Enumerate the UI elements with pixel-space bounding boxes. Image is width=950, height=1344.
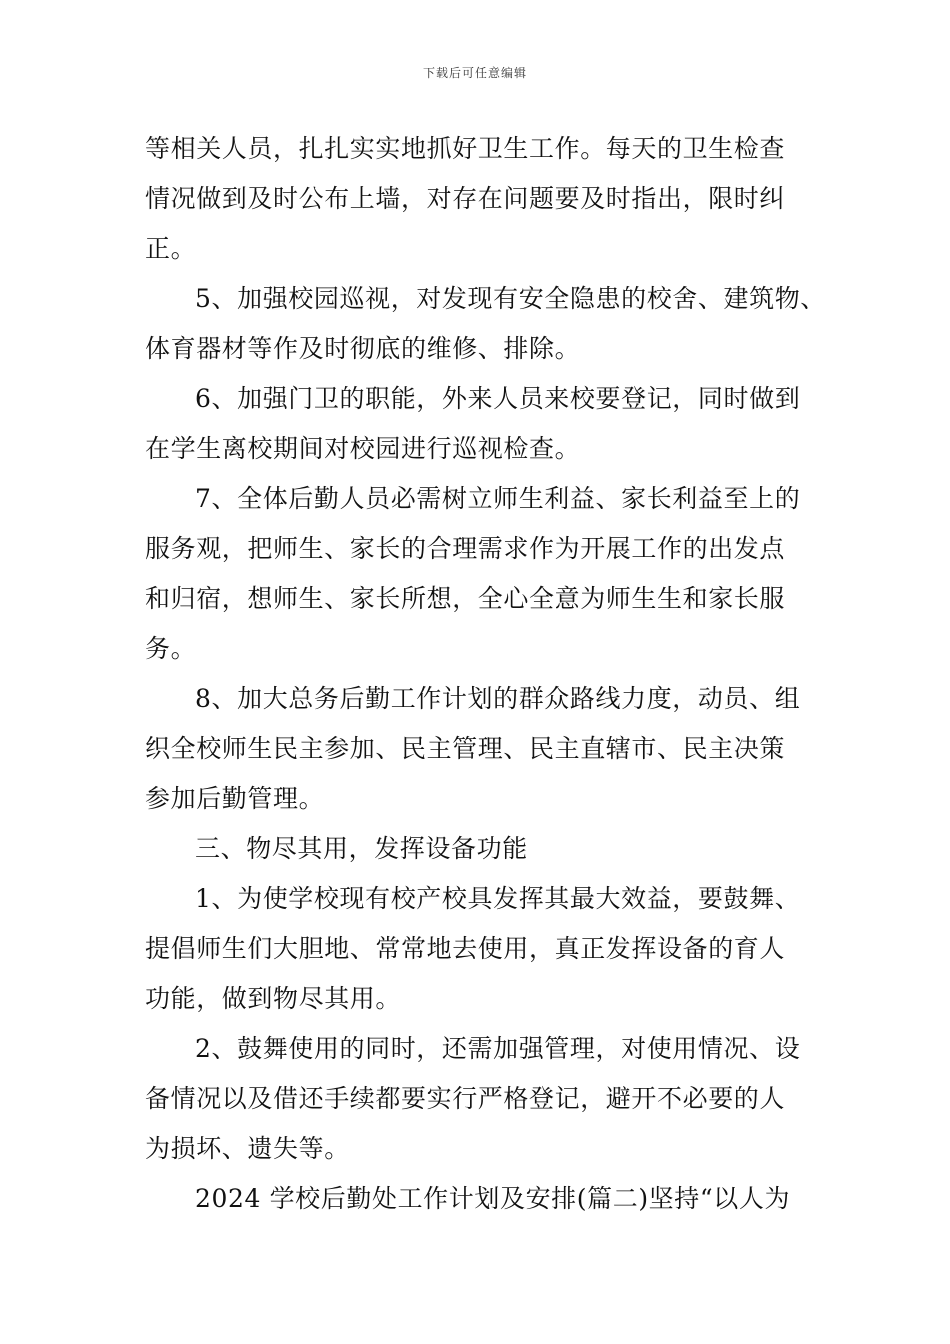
paragraph-start-line: 1、为使学校现有校产校具发挥其最大效益，要鼓舞、 xyxy=(195,884,801,913)
text-line: 等相关人员，扎扎实实地抓好卫生工作。每天的卫生检查 xyxy=(145,134,786,163)
paragraph-start-line: 7、全体后勤人员必需树立师生利益、家长利益至上的 xyxy=(195,484,801,513)
text-line: 情况做到及时公布上墙，对存在问题要及时指出，限时纠 xyxy=(145,184,786,213)
text-line: 在学生离校期间对校园进行巡视检查。 xyxy=(145,434,581,463)
text-line: 体育器材等作及时彻底的维修、排除。 xyxy=(145,334,581,363)
paragraph-start-line: 6、加强门卫的职能，外来人员来校要登记，同时做到 xyxy=(195,384,801,413)
text-line: 参加后勤管理。 xyxy=(145,784,325,813)
text-line: 织全校师生民主参加、民主管理、民主直辖市、民主决策 xyxy=(145,734,786,763)
document-body xyxy=(145,124,826,1224)
section-heading: 三、物尽其用，发挥设备功能 xyxy=(195,834,528,863)
paragraph-start-line: 2024 学校后勤处工作计划及安排(篇二)坚持“以人为 xyxy=(195,1184,791,1213)
text-line: 提倡师生们大胆地、常常地去使用，真正发挥设备的育人 xyxy=(145,934,786,963)
text-line: 为损坏、遗失等。 xyxy=(145,1134,350,1163)
text-line: 正。 xyxy=(145,234,197,263)
text-line: 务。 xyxy=(145,634,197,663)
page-header: 下载后可任意编辑 xyxy=(422,66,527,80)
paragraph-start-line: 5、加强校园巡视，对发现有安全隐患的校舍、建筑物、 xyxy=(195,284,826,313)
paragraph-start-line: 2、鼓舞使用的同时，还需加强管理，对使用情况、设 xyxy=(195,1034,801,1063)
paragraph-start-line: 8、加大总务后勤工作计划的群众路线力度，动员、组 xyxy=(195,684,801,713)
text-line: 备情况以及借还手续都要实行严格登记，避开不必要的人 xyxy=(145,1084,786,1113)
text-line: 功能，做到物尽其用。 xyxy=(145,984,402,1013)
text-line: 和归宿，想师生、家长所想，全心全意为师生生和家长服 xyxy=(145,584,786,613)
text-line: 服务观，把师生、家长的合理需求作为开展工作的出发点 xyxy=(145,534,786,563)
